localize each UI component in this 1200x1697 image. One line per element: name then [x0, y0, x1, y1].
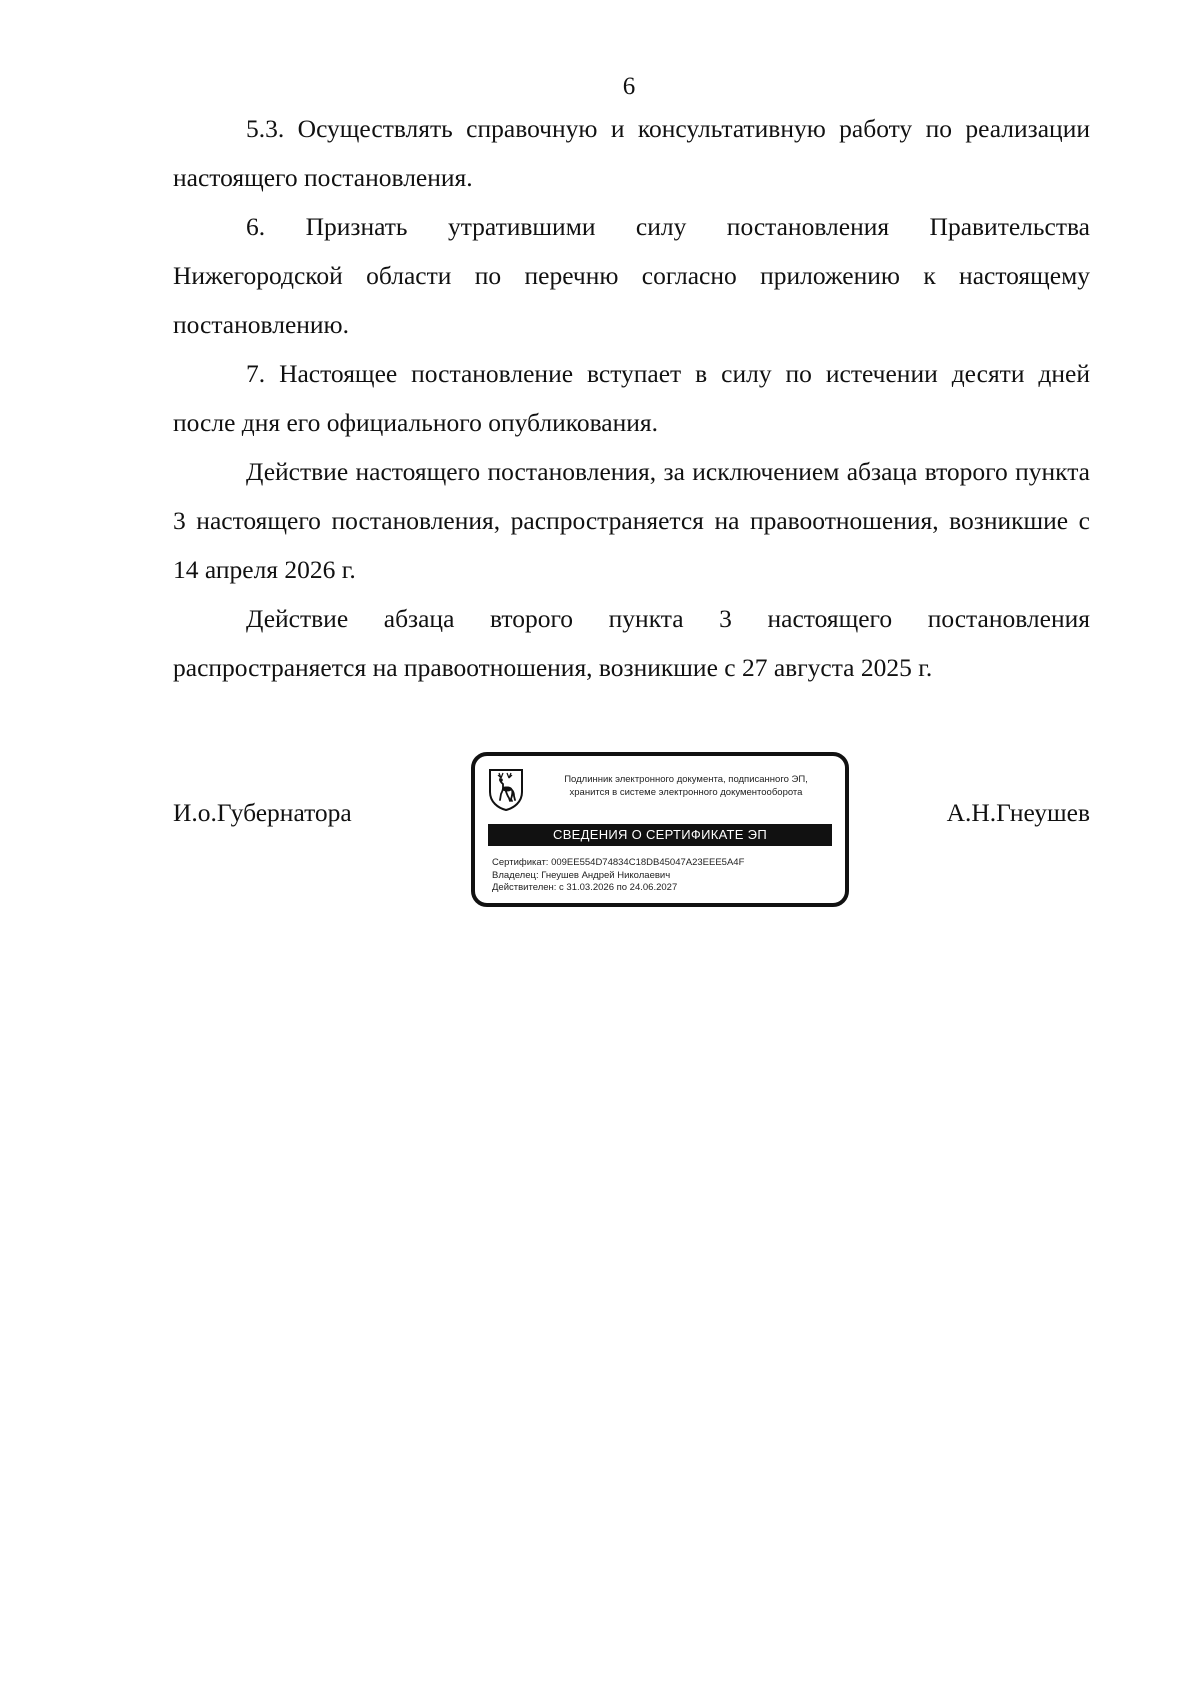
stamp-certificate-details: [492, 857, 832, 895]
stamp-header-line-2: хранится в системе электронного документооборота: [569, 787, 803, 798]
paragraph-effect-general: Действие настоящего постановления, за исключением абзаца второго пункта 3 настоящего постановления, распространяется на правоотношения, возникшие с 14 апреля 2026 г.: [173, 457, 1090, 584]
stamp-certificate-number: Сертификат: 009EE554D74834C18DB45047A23EEE5A4F: [492, 857, 745, 868]
signatory-name: А.Н.Гнеушев: [946, 798, 1090, 827]
paragraph-5-3: 5.3. Осуществлять справочную и консультативную работу по реализации настоящего постановления.: [173, 114, 1090, 192]
electronic-signature-stamp: [471, 752, 849, 907]
stamp-header-line-1: Подлинник электронного документа, подписанного ЭП,: [564, 774, 808, 785]
stamp-certificate-validity: Действителен: с 31.03.2026 по 24.06.2027: [492, 882, 678, 893]
page-number: 6: [622, 73, 636, 100]
paragraph-6: 6. Признать утратившими силу постановления Правительства Нижегородской области по перечню согласно приложению к настоящему постановлению.: [173, 212, 1090, 339]
paragraph-7: 7. Настоящее постановление вступает в силу по истечении десяти дней после дня его официального опубликования.: [173, 359, 1090, 437]
stamp-header: [541, 773, 831, 799]
stamp-certificate-owner: Владелец: Гнеушев Андрей Николаевич: [492, 869, 671, 881]
stamp-title-bar: СВЕДЕНИЯ О СЕРТИФИКАТЕ ЭП: [488, 824, 832, 846]
paragraph-effect-point-3: Действие абзаца второго пункта 3 настоящего постановления распространяется на правоотношения, возникшие с 27 августа 2025 г.: [173, 604, 1090, 682]
document-body: [173, 104, 1090, 692]
coat-of-arms-icon: [488, 768, 524, 812]
signatory-position: И.о.Губернатора: [173, 798, 352, 827]
